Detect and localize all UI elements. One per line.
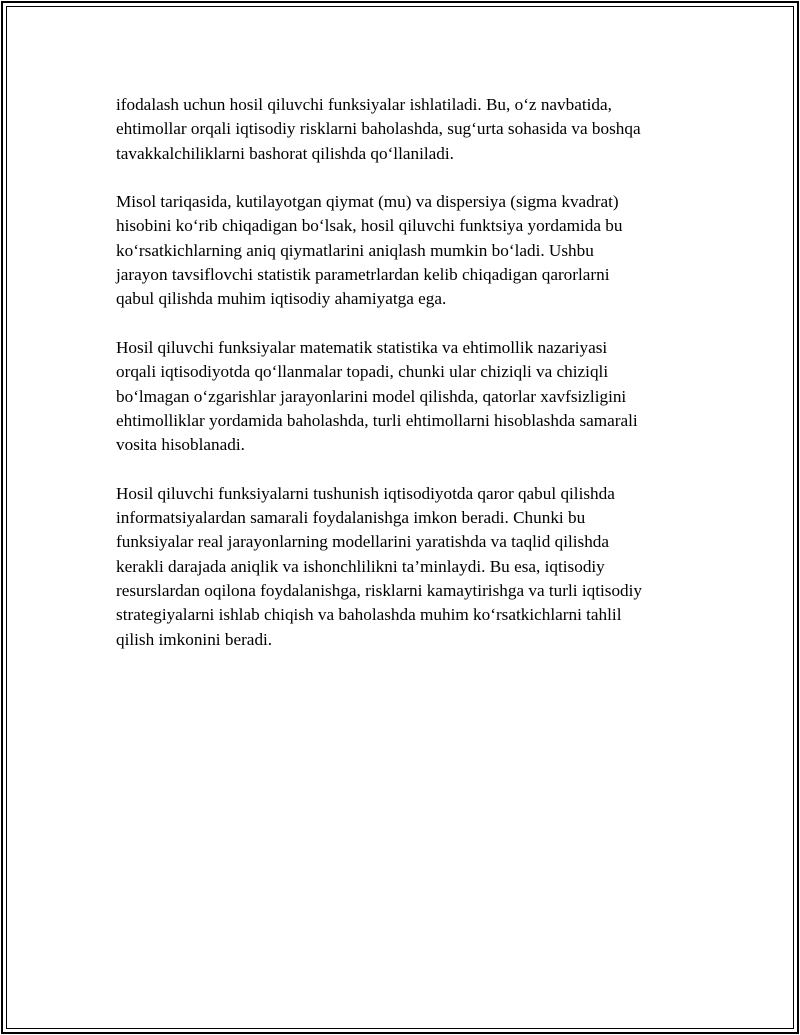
- text-line: bo‘lmagan o‘zgarishlar jarayonlarini model qilishda, qatorlar xavfsizligini: [116, 386, 627, 406]
- document-body: [116, 93, 696, 676]
- text-line: orqali iqtisodiyotda qo‘llanmalar topadi, chunki ular chiziqli va chiziqli: [116, 362, 609, 382]
- text-line: informatsiyalardan samarali foydalanishga imkon beradi. Chunki bu: [116, 508, 586, 528]
- text-line: qabul qilishda muhim iqtisodiy ahamiyatga ega.: [116, 289, 447, 309]
- text-line: tavakkalchiliklarni bashorat qilishda qo‘llaniladi.: [116, 143, 454, 163]
- text-line: hisobini ko‘rib chiqadigan bo‘lsak, hosil qiluvchi funktsiya yordamida bu: [116, 216, 623, 236]
- text-line: Misol tariqasida, kutilayotgan qiymat (mu) va dispersiya (sigma kvadrat): [116, 192, 619, 212]
- text-line: funksiyalar real jarayonlarning modellarini yaratishda va taqlid qilishda: [116, 532, 610, 552]
- paragraph-2: [116, 190, 696, 311]
- text-line: Hosil qiluvchi funksiyalar matematik statistika va ehtimollik nazariyasi: [116, 337, 608, 357]
- paragraph-4: [116, 482, 696, 652]
- paragraph-3: [116, 336, 696, 457]
- text-line: jarayon tavsiflovchi statistik parametrlardan kelib chiqadigan qarorlarni: [116, 265, 610, 285]
- text-line: Hosil qiluvchi funksiyalarni tushunish iqtisodiyotda qaror qabul qilishda: [116, 483, 615, 503]
- text-line: vosita hisoblanadi.: [116, 435, 245, 455]
- text-line: qilish imkonini beradi.: [116, 629, 273, 649]
- text-line: resurslardan oqilona foydalanishga, risklarni kamaytirishga va turli iqtisodiy: [116, 580, 643, 600]
- text-line: ehtimolliklar yordamida baholashda, turli ehtimollarni hisoblashda samarali: [116, 410, 638, 430]
- text-line: ehtimollar orqali iqtisodiy risklarni baholashda, sug‘urta sohasida va boshqa: [116, 119, 641, 139]
- text-line: ko‘rsatkichlarning aniq qiymatlarini aniqlash mumkin bo‘ladi. Ushbu: [116, 240, 594, 260]
- text-line: strategiyalarni ishlab chiqish va baholashda muhim ko‘rsatkichlarni tahlil: [116, 605, 622, 625]
- paragraph-1: [116, 93, 696, 166]
- text-line: kerakli darajada aniqlik va ishonchlilikni ta’minlaydi. Bu esa, iqtisodiy: [116, 556, 605, 576]
- text-line: ifodalash uchun hosil qiluvchi funksiyalar ishlatiladi. Bu, o‘z navbatida,: [116, 95, 612, 114]
